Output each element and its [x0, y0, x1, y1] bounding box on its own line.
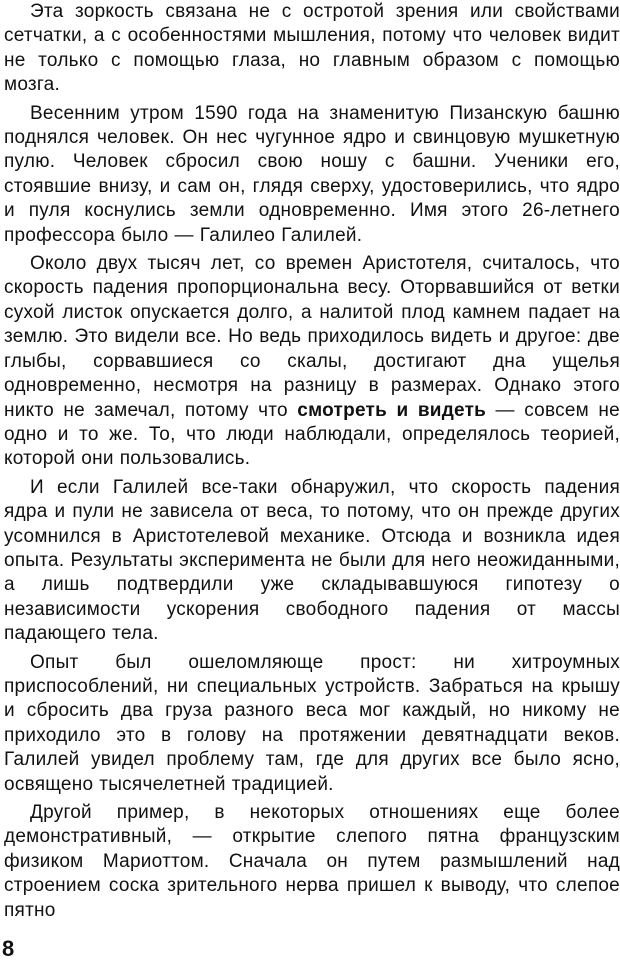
paragraph-2-text: Весенним утром 1590 года на знаменитую Пизанскую башню поднялся человек. Он нес чугунное ядро и свинцовую мушкетную пулю. Человек сбросил свою ношу с башни. Ученики его, стоявшие внизу, и сам он, глядя сверху, удостоверились, что ядро и пуля коснулись земли одновременно. Имя этого 26-летнего профессора было — Галилео Галилей. — [4, 102, 620, 246]
paragraph-1 — [4, 0, 620, 98]
paragraph-6 — [4, 801, 620, 923]
paragraph-3-text-after: — совсем не одно и то же. То, что люди наблюдали, определялось теорией, которой они пользовались. — [4, 399, 620, 470]
paragraph-4 — [4, 476, 620, 647]
paragraph-1-text: Эта зоркость связана не с остротой зрения или свойствами сетчатки, а с особенностями мышления, потому что человек видит не только с помощью глаза, но главным образом с помощью мозга. — [4, 1, 620, 96]
book-page — [4, 0, 620, 923]
bold-phrase: смотреть и видеть — [297, 399, 487, 421]
paragraph-5-text: Опыт был ошеломляюще прост: ни хитроумных приспособлений, ни специальных устройств. Забраться на крышу и сбросить два груза разного веса мог каждый, но никому не приходило это в голову на протяжении девятнадцати веков. Галилей увидел проблему там, где для других все было ясно, освящено тысячелетней традицией. — [4, 651, 620, 795]
paragraph-4-text: И если Галилей все-таки обнаружил, что скорость падения ядра и пули не зависела от веса, то потому, что он прежде других усомнился в Аристотелевой механике. Отсюда и возникла идея опыта. Результаты эксперимента не были для него неожиданными, а лишь подтвердили уже складывавшуюся гипотезу о независимости ускорения свободного падения от массы падающего тела. — [4, 476, 620, 645]
paragraph-6-text: Другой пример, в некоторых отношениях еще более демонстративный, — открытие слепого пятна французским физиком Мариоттом. Сначала он путем размышлений над строением соска зрительного нерва пришел к выводу, что слепое пятно — [4, 802, 620, 921]
paragraph-2 — [4, 102, 620, 248]
paragraph-3 — [4, 252, 620, 472]
page-number: 8 — [2, 936, 15, 961]
paragraph-3-text-before: Около двух тысяч лет, со времен Аристотеля, считалось, что скорость падения пропорциональна весу. Оторвавшийся от ветки сухой листок опускается долго, а налитой плод камнем падает на землю. Это видели все. Но ведь приходилось видеть и другое: две глыбы, сорвавшиеся со скалы, достигают дна ущелья одновременно, несмотря на разницу в размерах. Однако этого никто не замечал, потому что — [4, 253, 620, 421]
paragraph-5 — [4, 651, 620, 797]
